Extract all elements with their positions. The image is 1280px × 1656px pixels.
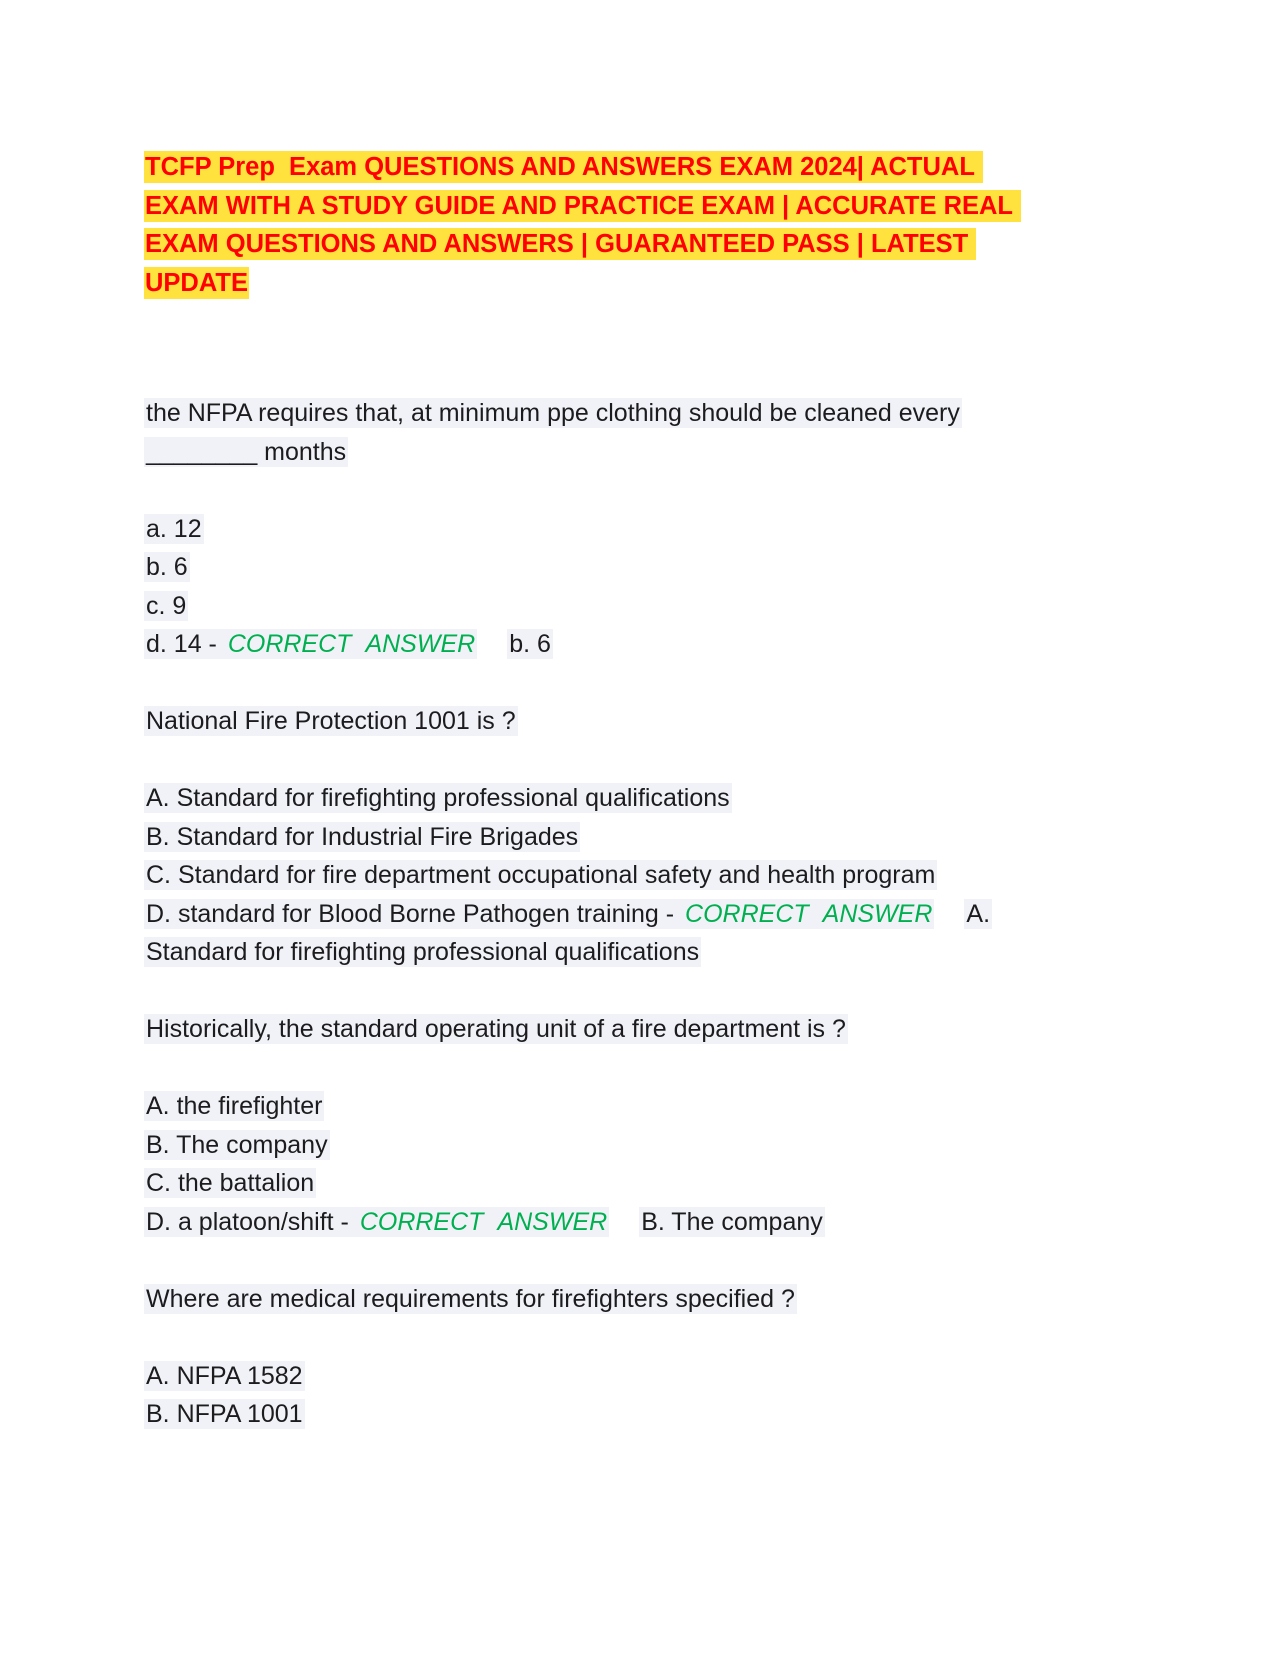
question-options-1 [144,510,1070,664]
option: A. Standard for firefighting professional qualifications [146,784,730,812]
question-prompt: National Fire Protection 1001 is ? [146,707,516,735]
correct-answer-marker: CORRECT ANSWER [359,1207,608,1236]
answer-option: D. a platoon/shift - [146,1207,356,1236]
document-title-text: TCFP Prep Exam QUESTIONS AND ANSWERS EXAM 2024| ACTUAL EXAM WITH A STUDY GUIDE AND PRACTICE EXAM | ACCURATE REAL EXAM QUESTIONS AND ANSWERS | GUARANTEED PASS | LATEST UPDATE [145,153,1021,297]
option: A. the firefighter [146,1092,323,1120]
option: b. 6 [146,553,188,581]
option: a. 12 [146,514,202,543]
answer-line [144,1203,1070,1242]
question-prompt: Historically, the standard operating unit of a fire department is ? [146,1015,846,1043]
question-block-2 [144,702,1070,741]
answer-option: d. 14 - [146,630,224,658]
option: B. NFPA 1001 [146,1400,303,1428]
correct-answer-marker: CORRECT ANSWER [227,630,476,658]
option: B. Standard for Industrial Fire Brigades [146,822,579,851]
question-options-2 [144,779,1070,972]
answer-text: A. Standard for firefighting professional qualifications [146,899,991,966]
question-block-4 [144,1280,1070,1319]
question-prompt: Where are medical requirements for firefighters specified ? [146,1284,795,1313]
question-options-4 [144,1357,1070,1434]
question-prompt: the NFPA requires that, at minimum ppe clothing should be cleaned every ________ months [146,399,960,466]
answer-line [144,625,1070,664]
answer-text: B. The company [641,1207,823,1236]
question-options-3 [144,1087,1070,1241]
answer-line [144,895,1070,972]
question-block-1 [144,394,1070,471]
option: C. Standard for fire department occupational safety and health program [146,861,936,889]
document-title [144,148,1046,302]
question-block-3 [144,1010,1070,1049]
answer-option: D. standard for Blood Borne Pathogen training - [146,899,682,928]
document-body [144,394,1070,1434]
answer-text: b. 6 [509,630,551,658]
correct-answer-marker: CORRECT ANSWER [685,899,933,928]
option: C. the battalion [146,1169,315,1197]
option: c. 9 [146,591,187,620]
option: A. NFPA 1582 [146,1361,303,1390]
option: B. The company [146,1130,328,1159]
